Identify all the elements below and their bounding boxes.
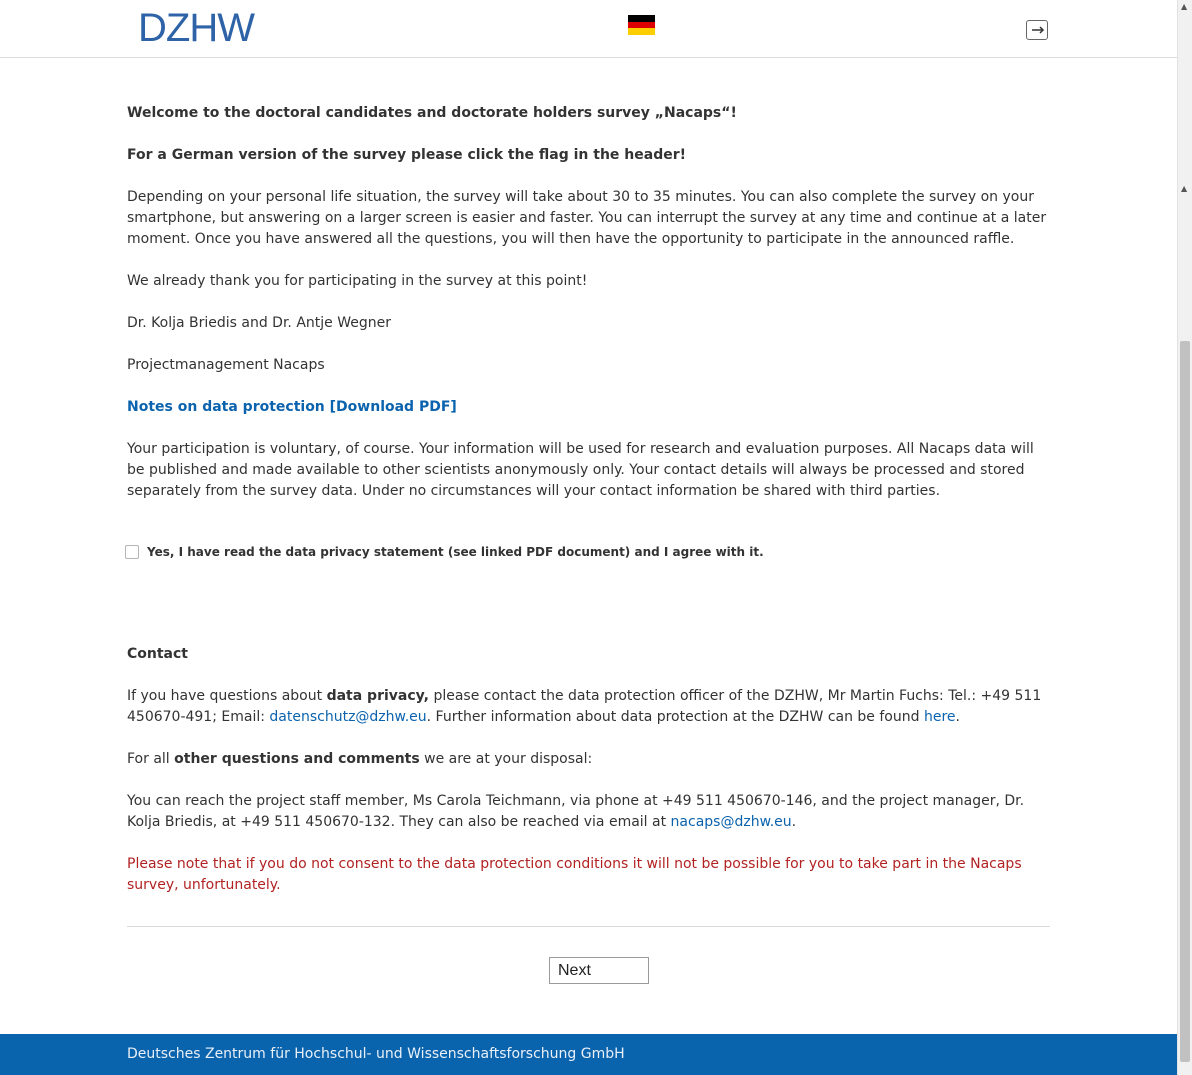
privacy-pdf-link[interactable]: Notes on data protection [Download PDF] [127, 399, 457, 415]
other-questions-bold: other questions and comments [174, 751, 420, 767]
german-version-hint: For a German version of the survey please click the flag in the header! [127, 147, 687, 163]
privacy-email-link[interactable]: datenschutz@dzhw.eu [269, 709, 427, 725]
privacy-contact-bold: data privacy, [326, 688, 429, 704]
staff-contact-body: You can reach the project staff member, Ms Carola Teichmann, via phone at +49 511 450670-146, and the project manager, Dr. Kolja Briedis, at +49 511 450670-132. They can also be reached via email at [127, 793, 1025, 830]
staff-contact-end: . [791, 814, 797, 830]
contact-section [127, 644, 1052, 917]
staff-contact-text [127, 791, 1052, 833]
welcome-heading: Welcome to the doctoral candidates and doctorate holders survey „Nacaps“! [127, 105, 737, 121]
page-header [0, 0, 1177, 58]
other-questions-post: we are at your disposal: [419, 751, 593, 767]
signatories-text: Dr. Kolja Briedis and Dr. Antje Wegner [127, 315, 391, 331]
page-footer [0, 1034, 1177, 1075]
dzhw-logo[interactable]: DZHW [138, 6, 254, 50]
logout-icon [1030, 24, 1046, 36]
other-questions-text [127, 749, 1052, 770]
scroll-up-icon-secondary[interactable]: ▲ [1181, 184, 1188, 193]
consent-checkbox[interactable] [125, 545, 139, 559]
thanks-text: We already thank you for participating in the survey at this point! [127, 273, 588, 289]
other-questions-pre: For all [127, 751, 175, 767]
team-text: Projectmanagement Nacaps [127, 357, 325, 373]
privacy-info-link[interactable]: here [923, 709, 956, 725]
consent-label: Yes, I have read the data privacy statement (see linked PDF document) and I agree with it. [147, 545, 764, 559]
german-flag-icon[interactable] [628, 15, 655, 35]
consent-option[interactable] [125, 545, 764, 559]
privacy-contact-mid: please contact the data protection officer of the DZHW, Mr Martin Fuchs: Tel.: +49 511 450670-491; Email: [127, 688, 1042, 725]
flag-stripe-gold [628, 28, 655, 35]
logout-button[interactable] [1026, 20, 1048, 40]
flag-stripe-black [628, 15, 655, 22]
next-button[interactable]: Next [549, 957, 649, 984]
contact-heading: Contact [127, 646, 188, 662]
privacy-contact-text [127, 686, 1052, 728]
scroll-up-icon[interactable]: ▲ [1181, 2, 1188, 11]
scrollbar-thumb[interactable] [1180, 341, 1190, 1062]
section-divider [127, 926, 1050, 927]
voluntary-text: Your participation is voluntary, of course. Your information will be used for research and evaluation purposes. All Nacaps data will be published and made available to other scientists anonymously only. Your contact details will always be processed and stored separately from the survey data. Under no circumstances will your contact information be shared with third parties. [127, 441, 1034, 499]
consent-warning: Please note that if you do not consent to the data protection conditions it will not be possible for you to take part in the Nacaps survey, unfortunately. [127, 856, 1022, 893]
flag-stripe-red [628, 22, 655, 29]
vertical-scrollbar[interactable] [1177, 0, 1192, 1075]
duration-text: Depending on your personal life situation, the survey will take about 30 to 35 minutes. You can also complete the survey on your smartphone, but answering on a larger screen is easier and faster. You can interrupt the survey at any time and continue at a later moment. Once you have answered all the questions, you will then have the opportunity to participate in the announced raffle. [127, 189, 1047, 247]
footer-text: Deutsches Zentrum für Hochschul- und Wissenschaftsforschung GmbH [127, 1046, 625, 1062]
privacy-contact-pre: If you have questions about [127, 688, 327, 704]
nacaps-email-link[interactable]: nacaps@dzhw.eu [670, 814, 792, 830]
privacy-contact-post: . Further information about data protection at the DZHW can be found [426, 709, 924, 725]
privacy-contact-end: . [955, 709, 960, 725]
intro-section [127, 103, 1052, 523]
